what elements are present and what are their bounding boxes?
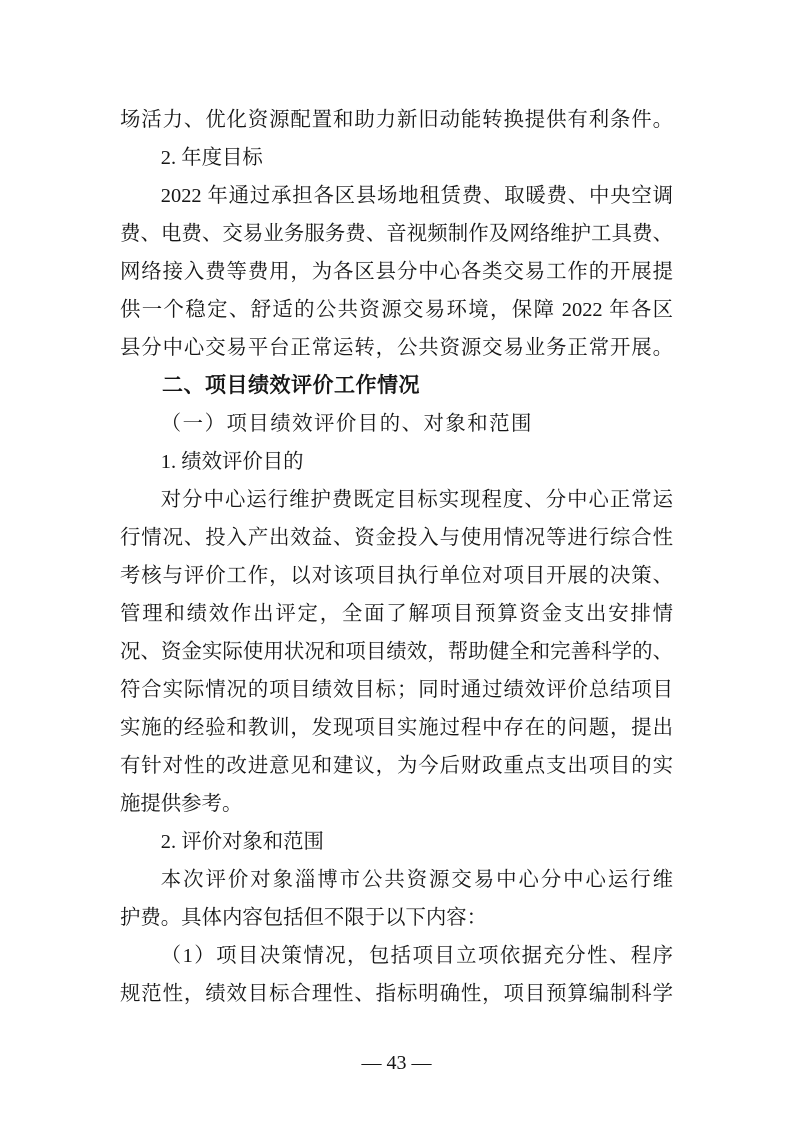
text-line: 符合实际情况的项目绩效目标；同时通过绩效评价总结项目 xyxy=(120,679,673,701)
text-line: 有针对性的改进意见和建议，为今后财政重点支出项目的实 xyxy=(120,755,673,777)
text-line: 2. 年度目标 xyxy=(160,147,263,169)
text-line: 考核与评价工作，以对该项目执行单位对项目开展的决策、 xyxy=(120,565,673,587)
text-line: 规范性，绩效目标合理性、指标明确性，项目预算编制科学 xyxy=(120,983,673,1005)
text-line: 况、资金实际使用状况和项目绩效，帮助健全和完善科学的、 xyxy=(120,641,673,663)
text-line: 护费。具体内容包括但不限于以下内容： xyxy=(120,907,488,929)
document-body-text xyxy=(120,101,673,1013)
text-line: 本次评价对象淄博市公共资源交易中心分中心运行维 xyxy=(160,869,673,891)
page-number: — 43 — xyxy=(361,1052,432,1074)
text-line: 网络接入费等费用，为各区县分中心各类交易工作的开展提 xyxy=(120,261,673,283)
text-line: 施提供参考。 xyxy=(120,793,243,815)
text-line: （1）项目决策情况，包括项目立项依据充分性、程序 xyxy=(160,945,673,967)
text-line: 2. 评价对象和范围 xyxy=(160,831,324,853)
text-line: 费、电费、交易业务服务费、音视频制作及网络维护工具费、 xyxy=(120,223,673,245)
text-line: 对分中心运行维护费既定目标实现程度、分中心正常运 xyxy=(160,489,673,511)
text-line: 县分中心交易平台正常运转，公共资源交易业务正常开展。 xyxy=(120,337,673,359)
text-line: 1. 绩效评价目的 xyxy=(160,451,304,473)
text-line: 实施的经验和教训，发现项目实施过程中存在的问题，提出 xyxy=(120,717,673,739)
section-heading: 二、项目绩效评价工作情况 xyxy=(162,374,420,397)
text-line: 2022 年通过承担各区县场地租赁费、取暖费、中央空调 xyxy=(160,185,673,207)
text-line: 场活力、优化资源配置和助力新旧动能转换提供有利条件。 xyxy=(120,109,673,131)
text-line: 供一个稳定、舒适的公共资源交易环境，保障 2022 年各区 xyxy=(120,299,673,321)
subsection-heading: （一）项目绩效评价目的、对象和范围 xyxy=(160,413,533,435)
text-line: 管理和绩效作出评定，全面了解项目预算资金支出安排情 xyxy=(120,603,673,625)
text-line: 行情况、投入产出效益、资金投入与使用情况等进行综合性 xyxy=(120,527,673,549)
